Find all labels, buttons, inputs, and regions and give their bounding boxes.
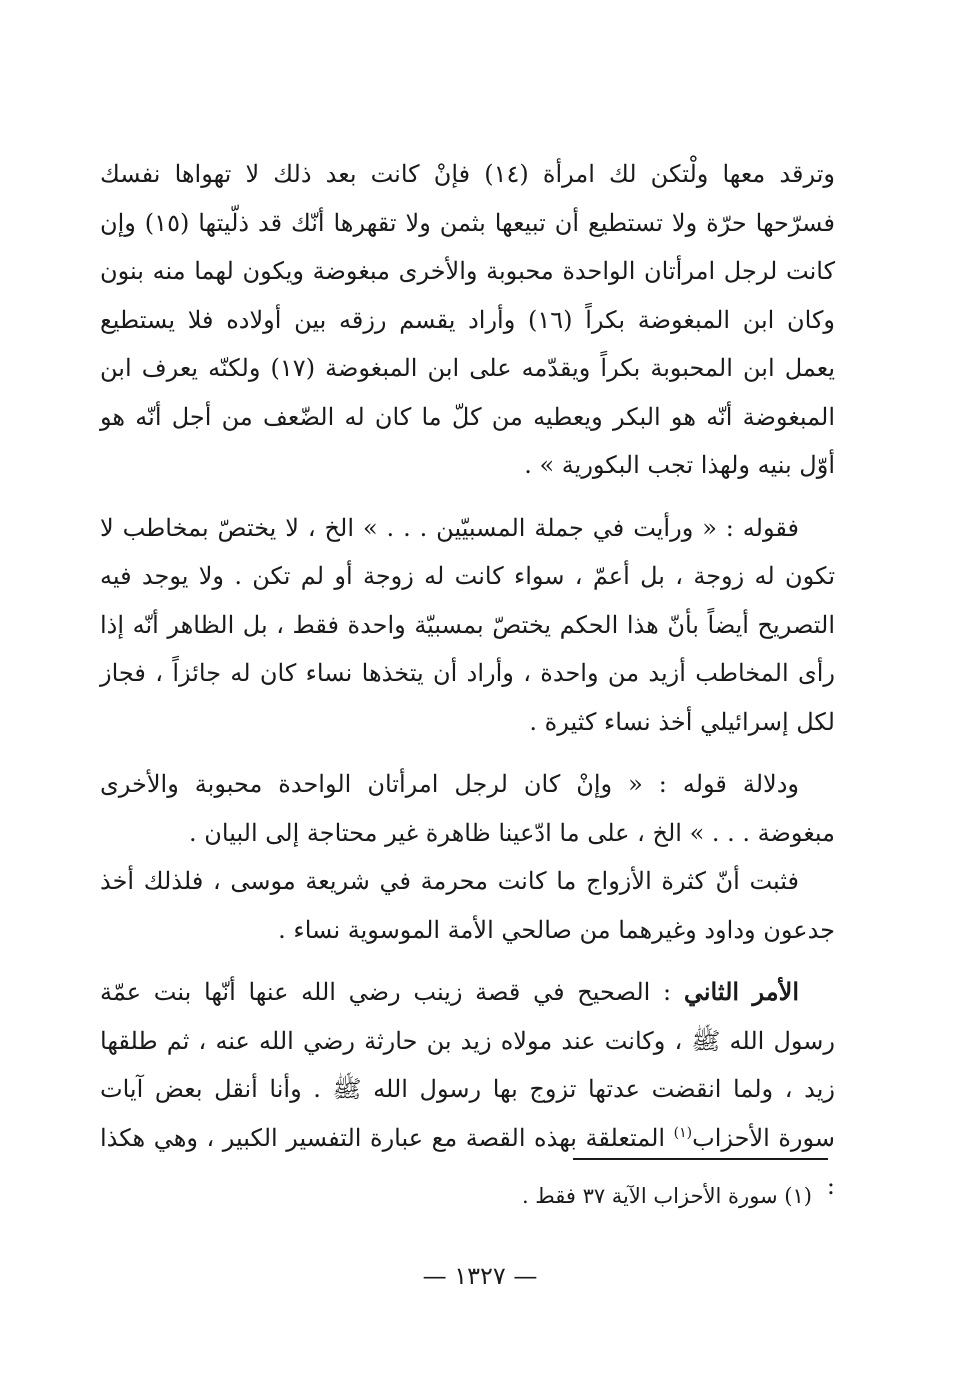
- paragraph-quote-continuation: وترقد معها ولْتكن لك امرأة (١٤) فإنْ كانت بعد ذلك لا تهواها نفسك فسرّحها حرّة ولا تستطيع أن تبيعها بثمن ولا تقهرها أنّك قد ذلّيتها (١٥) وإن كانت لرجل امرأتان الواحدة محبوبة والأخرى مبغوضة ويكون لهما منه بنون وكان ابن المبغوضة بكراً (١٦) وأراد يقسم رزقه بين أولاده فلا يستطيع يعمل ابن المحبوبة بكراً ويقدّمه على ابن المبغوضة (١٧) ولكنّه يعرف ابن المبغوضة أنّه هو البكر ويعطيه من كلّ ما كان له الضّعف من أجل أنّه هو أوّل بنيه ولهذا تجب البكورية » .: [100, 160, 836, 479]
- paragraph-text-before-ref: : الصحيح في قصة زينب رضي الله عنها أنّها بنت عمّة رسول الله ﷺ ، وكانت عند مولاه زيد بن حارثة رضي الله عنه ، ثم طلقها زيد ، ولما انقضت عدتها تزوج بها رسول الله ﷺ . وأنا أنقل بعض آيات سورة الأحزاب: [100, 978, 835, 1152]
- footnote-divider: [573, 1158, 828, 1160]
- paragraph-evidence: ودلالة قوله : « وإنْ كان لرجل امرأتان الواحدة محبوبة والأخرى مبغوضة . . . » الخ ، على ما ادّعينا ظاهرة غير محتاجة إلى البيان .: [100, 770, 835, 847]
- paragraph-commentary: فقوله : « ورأيت في جملة المسبيّين . . . » الخ ، لا يختصّ بمخاطب لا تكون له زوجة ، بل أعمّ ، سواء كانت له زوجة أو لم تكن . ولا يوجد فيه التصريح أيضاً بأنّ هذا الحكم يختصّ بمسبيّة واحدة فقط ، بل الظاهر أنّه إذا رأى المخاطب أزيد من واحدة ، وأراد أن يتخذها نساء كان له جائزاً ، فجاز لكل إسرائيلي أخذ نساء كثيرة .: [100, 513, 835, 736]
- page-body: [100, 150, 835, 1211]
- paragraph-text-after-ref: المتعلقة بهذه القصة مع عبارة التفسير الكبير ، وهي هكذا :: [100, 1123, 835, 1200]
- paragraph-conclusion: فثبت أنّ كثرة الأزواج ما كانت محرمة في شريعة موسى ، فلذلك أخذ جدعون وداود وغيرهما من صالحي الأمة الموسوية نساء .: [100, 867, 835, 944]
- section-heading: الأمر الثاني: [683, 977, 799, 1006]
- paragraph-second-matter: [100, 968, 835, 1211]
- page-number: — ١٣٢٧ —: [422, 1262, 538, 1290]
- footnote-reference: (١): [673, 1124, 693, 1141]
- footnote: (١) سورة الأحزاب الآية ٣٧ فقط .: [521, 1184, 812, 1208]
